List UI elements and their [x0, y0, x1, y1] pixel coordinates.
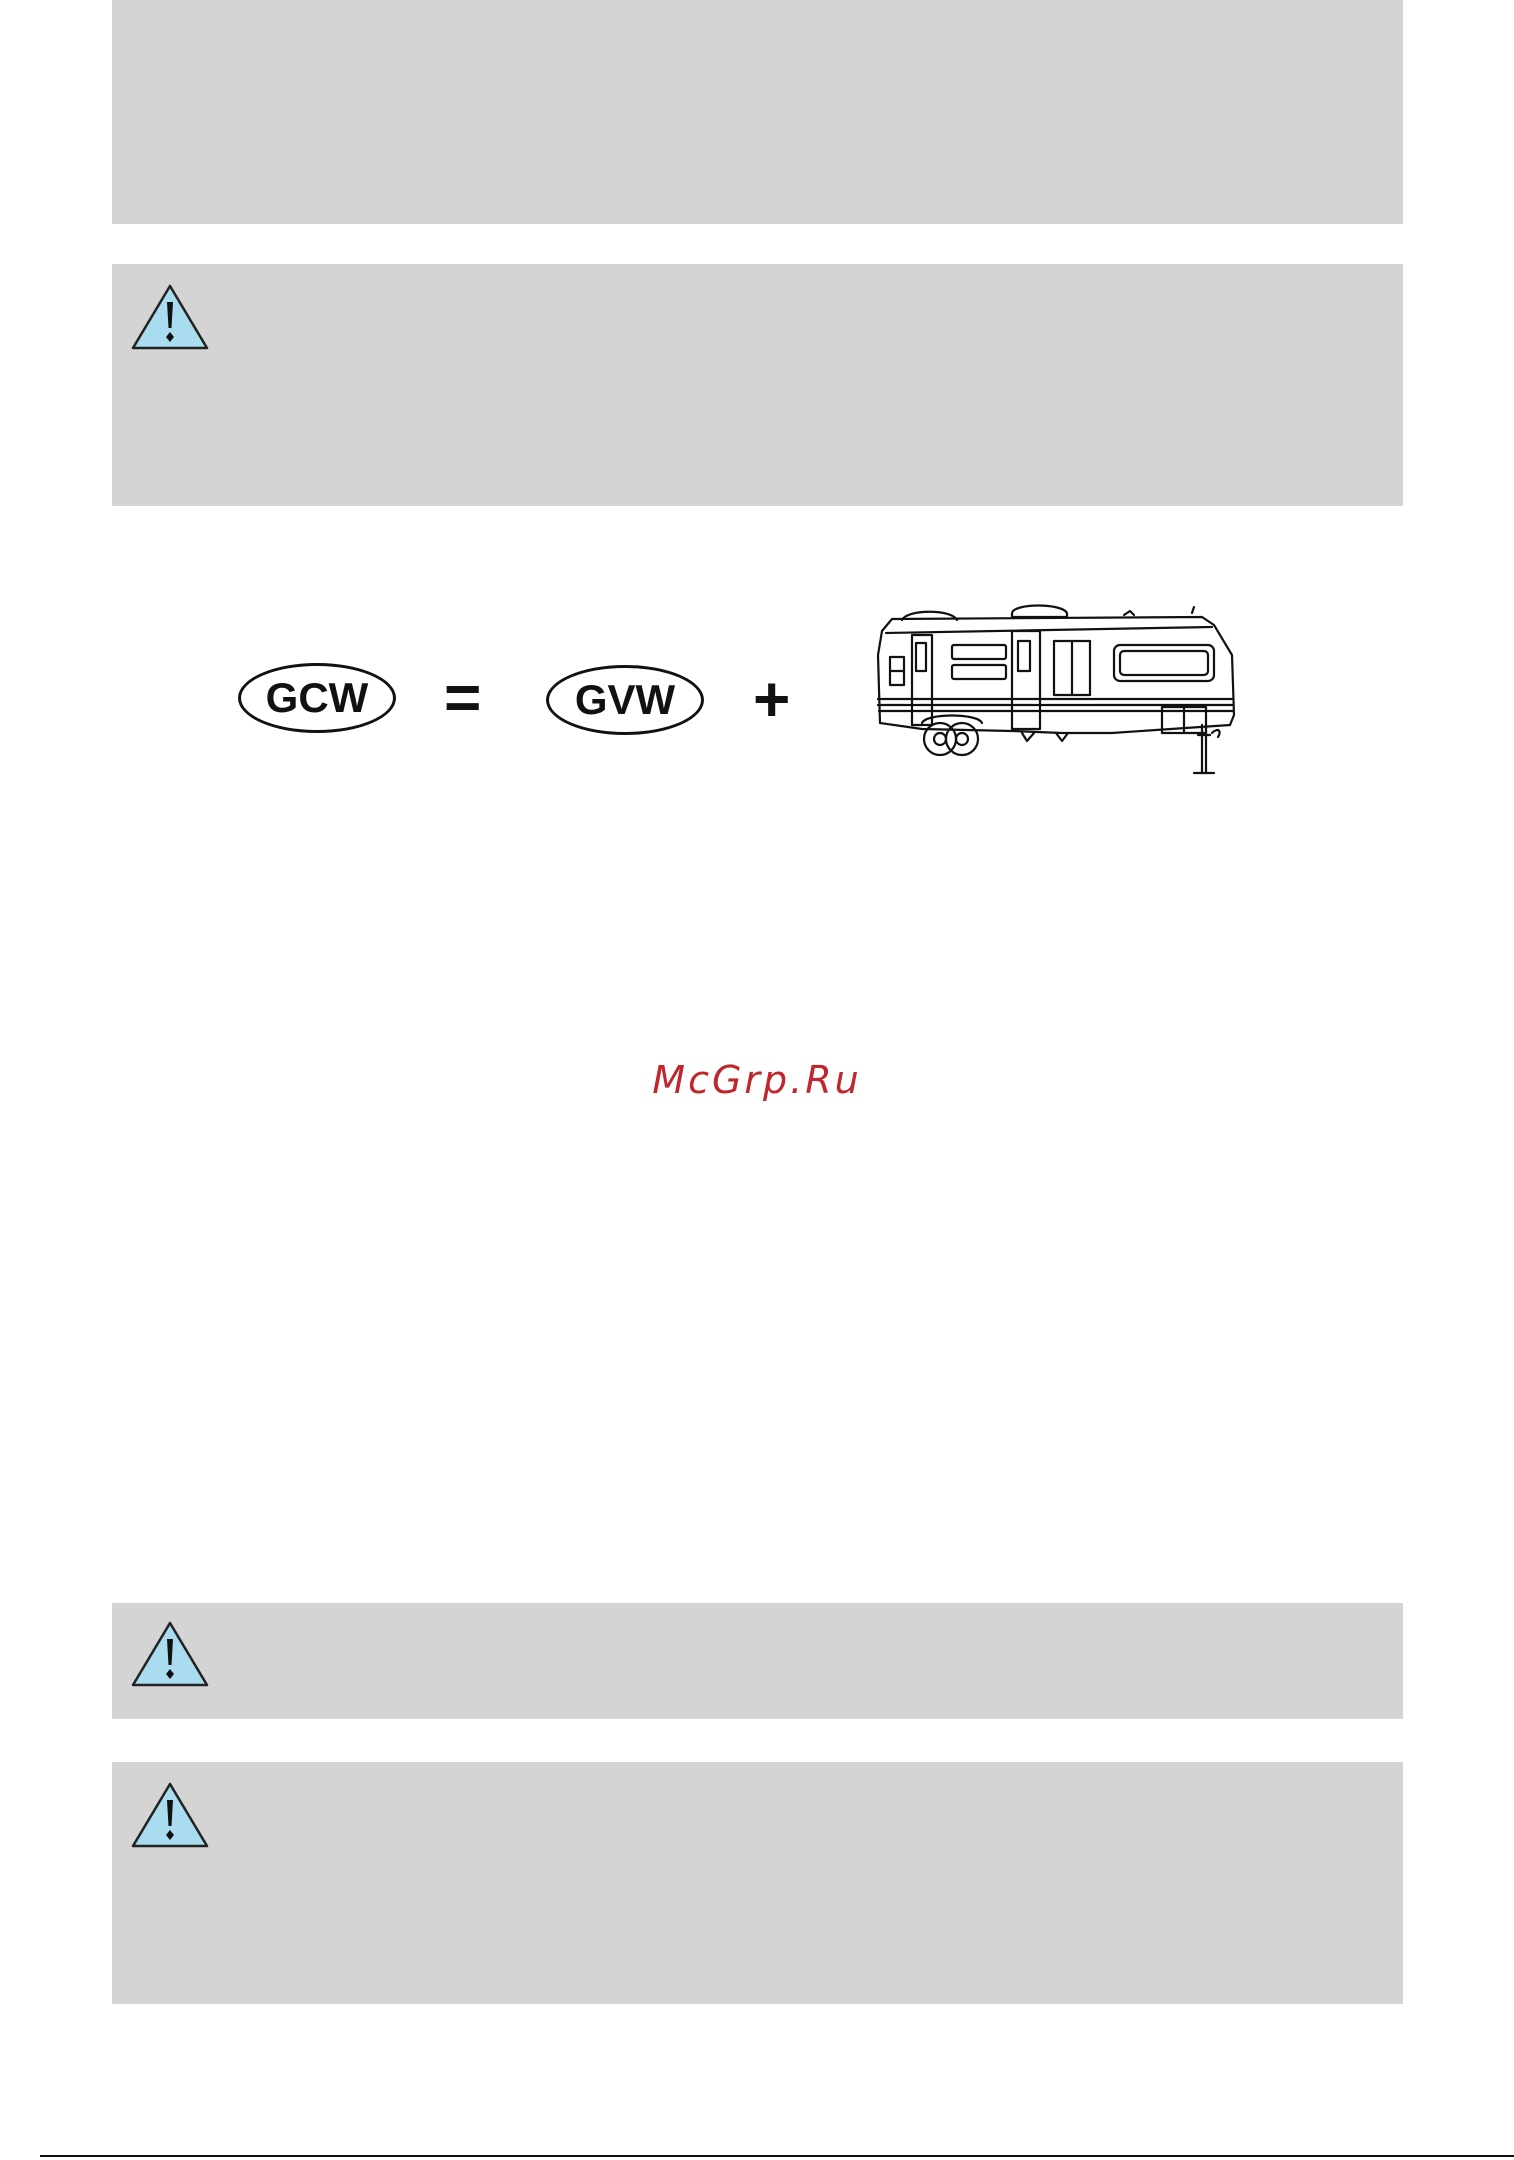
top-gray-box: [112, 0, 1403, 224]
warning-box-3: [112, 1762, 1403, 2004]
warning-triangle-icon: [130, 282, 210, 352]
warning-triangle-icon: [130, 1780, 210, 1850]
gvw-label: GVW: [546, 665, 704, 735]
gcw-equation-figure: [230, 595, 1250, 815]
gcw-label: GCW: [238, 663, 396, 733]
warning-triangle-icon: [130, 1619, 210, 1689]
warning-box-1: [112, 264, 1403, 506]
equals-sign: =: [444, 661, 482, 733]
travel-trailer-illustration: [862, 595, 1242, 805]
plus-sign: +: [753, 663, 791, 735]
warning-box-2: [112, 1603, 1403, 1719]
watermark-text: McGrp.Ru: [652, 1058, 862, 1102]
footer-rule: [40, 2155, 1514, 2157]
